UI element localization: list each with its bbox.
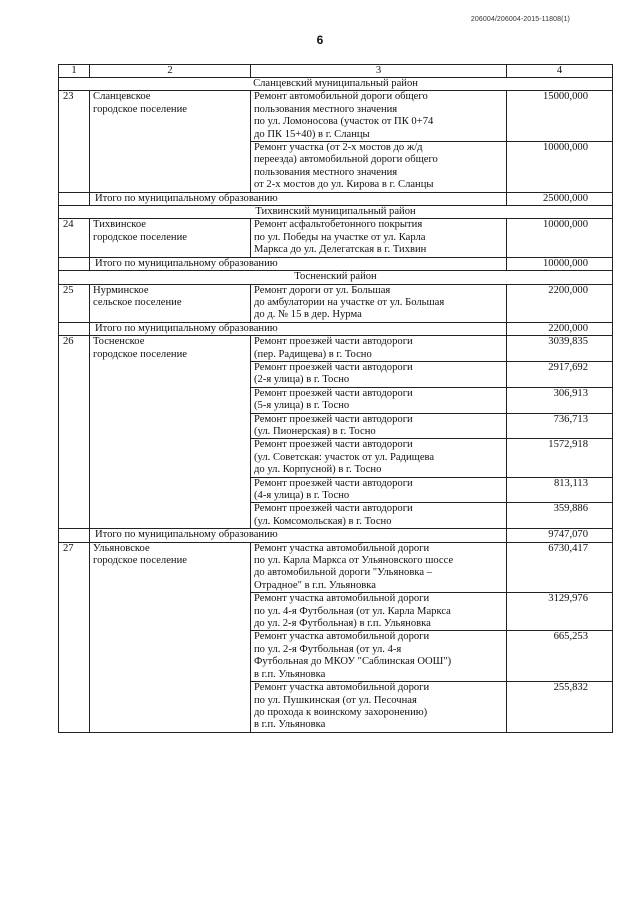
- work-description: Ремонт участка автомобильной дороги по ул. 2-я Футбольная (от ул. 4-я Футбольная до МКОУ "Саблинская ООШ") в г.п. Ульяновка: [251, 631, 507, 682]
- work-description: Ремонт участка автомобильной дороги по ул. Карла Маркса от Ульяновского шоссе до автомобильной дороги "Ульяновка – Отрадное" в г.п. Ульяновка: [251, 542, 507, 593]
- total-spacer: [59, 529, 90, 542]
- district-row: [59, 78, 613, 91]
- work-amount: 10000,000: [507, 142, 613, 193]
- total-row: [59, 529, 613, 542]
- total-label: Итого по муниципальному образованию: [90, 192, 507, 205]
- municipality-name: Нурминское сельское поселение: [90, 284, 251, 322]
- municipality-name: Ульяновское городское поселение: [90, 542, 251, 732]
- work-description: Ремонт проезжей части автодороги (2-я улица) в г. Тосно: [251, 361, 507, 387]
- table-row: [59, 542, 613, 593]
- work-description: Ремонт проезжей части автодороги (ул. Советская: участок от ул. Радищева до ул. Корпусной) в г. Тосно: [251, 439, 507, 477]
- municipality-name: Тосненское городское поселение: [90, 336, 251, 529]
- work-amount: 736,713: [507, 413, 613, 439]
- total-spacer: [59, 192, 90, 205]
- work-description: Ремонт автомобильной дороги общего пользования местного значения по ул. Ломоносова (участок от ПК 0+74 до ПК 15+40) в г. Сланцы: [251, 91, 507, 142]
- entry-number: 26: [59, 336, 90, 529]
- work-amount: 6730,417: [507, 542, 613, 593]
- work-description: Ремонт проезжей части автодороги (пер. Радищева) в г. Тосно: [251, 336, 507, 362]
- work-amount: 1572,918: [507, 439, 613, 477]
- district-name: Сланцевский муниципальный район: [59, 78, 613, 91]
- work-amount: 15000,000: [507, 91, 613, 142]
- work-description: Ремонт участка автомобильной дороги по ул. 4-я Футбольная (от ул. Карла Маркса до ул. 2-я Футбольная) в г.п. Ульяновка: [251, 593, 507, 631]
- district-row: [59, 271, 613, 284]
- work-amount: 359,886: [507, 503, 613, 529]
- work-amount: 813,113: [507, 477, 613, 503]
- work-amount: 2917,692: [507, 361, 613, 387]
- total-label: Итого по муниципальному образованию: [90, 322, 507, 335]
- total-row: [59, 192, 613, 205]
- total-amount: 2200,000: [507, 322, 613, 335]
- work-amount: 3129,976: [507, 593, 613, 631]
- work-amount: 665,253: [507, 631, 613, 682]
- total-row: [59, 322, 613, 335]
- work-description: Ремонт проезжей части автодороги (5-я улица) в г. Тосно: [251, 387, 507, 413]
- total-label: Итого по муниципальному образованию: [90, 529, 507, 542]
- work-amount: 255,832: [507, 682, 613, 733]
- header-cell: 4: [507, 65, 613, 78]
- table-header-row: [59, 65, 613, 78]
- work-description: Ремонт асфальтобетонного покрытия по ул. Победы на участке от ул. Карла Маркса до ул. Делегатская в г. Тихвин: [251, 219, 507, 257]
- entry-number: 24: [59, 219, 90, 257]
- work-description: Ремонт участка автомобильной дороги по ул. Пушкинская (от ул. Песочная до прохода к воинскому захоронению) в г.п. Ульяновка: [251, 682, 507, 733]
- table-row: [59, 336, 613, 362]
- header-cell: 3: [251, 65, 507, 78]
- work-description: Ремонт проезжей части автодороги (4-я улица) в г. Тосно: [251, 477, 507, 503]
- header-cell: 1: [59, 65, 90, 78]
- work-description: Ремонт дороги от ул. Большая до амбулатории на участке от ул. Большая до д. № 15 в дер. Нурма: [251, 284, 507, 322]
- district-name: Тосненский район: [59, 271, 613, 284]
- total-amount: 10000,000: [507, 257, 613, 270]
- work-amount: 3039,835: [507, 336, 613, 362]
- total-spacer: [59, 257, 90, 270]
- page-number: 6: [316, 33, 324, 47]
- header-cell: 2: [90, 65, 251, 78]
- work-amount: 2200,000: [507, 284, 613, 322]
- work-amount: 306,913: [507, 387, 613, 413]
- district-row: [59, 206, 613, 219]
- table-row: [59, 284, 613, 322]
- work-description: Ремонт участка (от 2-х мостов до ж/д переезда) автомобильной дороги общего пользования местного значения от 2-х мостов до ул. Кирова в г. Сланцы: [251, 142, 507, 193]
- total-amount: 9747,070: [507, 529, 613, 542]
- total-row: [59, 257, 613, 270]
- work-amount: 10000,000: [507, 219, 613, 257]
- total-spacer: [59, 322, 90, 335]
- entry-number: 23: [59, 91, 90, 192]
- entry-number: 25: [59, 284, 90, 322]
- document-id: 206004/206004-2015-11808(1): [470, 16, 570, 23]
- municipality-name: Тихвинское городское поселение: [90, 219, 251, 257]
- table-row: [59, 91, 613, 142]
- work-description: Ремонт проезжей части автодороги (ул. Комсомольская) в г. Тосно: [251, 503, 507, 529]
- table-row: [59, 219, 613, 257]
- entry-number: 27: [59, 542, 90, 732]
- funding-table: [58, 64, 613, 733]
- district-name: Тихвинский муниципальный район: [59, 206, 613, 219]
- work-description: Ремонт проезжей части автодороги (ул. Пионерская) в г. Тосно: [251, 413, 507, 439]
- total-amount: 25000,000: [507, 192, 613, 205]
- municipality-name: Сланцевское городское поселение: [90, 91, 251, 192]
- total-label: Итого по муниципальному образованию: [90, 257, 507, 270]
